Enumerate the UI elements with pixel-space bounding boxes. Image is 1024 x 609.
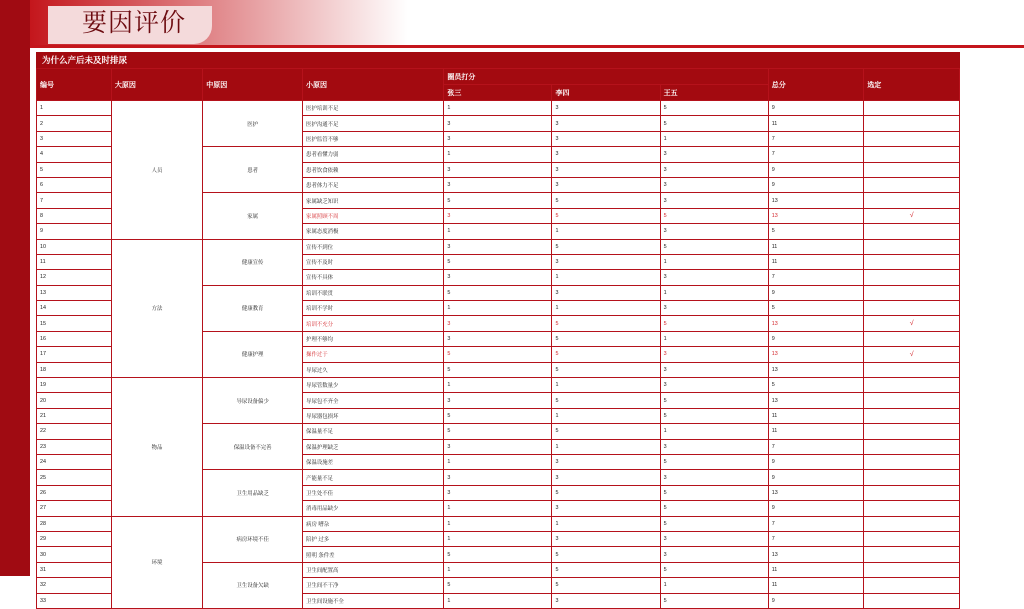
cell-score-2: 3: [552, 101, 660, 116]
cell-total: 7: [768, 147, 864, 162]
cell-selected: [864, 393, 960, 408]
cell-num: 10: [37, 239, 112, 254]
cell-small-cause: 家属态度消极: [303, 224, 444, 239]
cell-score-1: 3: [444, 331, 552, 346]
table-body: [37, 101, 960, 609]
cell-selected: [864, 562, 960, 577]
cell-num: 8: [37, 208, 112, 223]
cell-score-1: 3: [444, 439, 552, 454]
cell-total: 5: [768, 224, 864, 239]
cell-selected: [864, 101, 960, 116]
cell-total: 13: [768, 193, 864, 208]
cell-mid-cause: 病房环境不佳: [203, 516, 303, 562]
cell-score-1: 1: [444, 501, 552, 516]
cell-score-3: 5: [660, 316, 768, 331]
cell-total: 9: [768, 177, 864, 192]
cell-score-2: 3: [552, 131, 660, 146]
cell-score-2: 5: [552, 316, 660, 331]
cell-small-cause: 宣传不到位: [303, 239, 444, 254]
col-header-scorer-2: 李四: [552, 85, 660, 101]
cell-selected: √: [864, 208, 960, 223]
cell-total: 5: [768, 378, 864, 393]
cell-num: 28: [37, 516, 112, 531]
cell-total: 13: [768, 347, 864, 362]
cell-num: 27: [37, 501, 112, 516]
cell-selected: [864, 131, 960, 146]
cell-score-2: 5: [552, 424, 660, 439]
cell-big-cause: 环境: [111, 516, 202, 608]
cell-selected: [864, 578, 960, 593]
cell-selected: [864, 162, 960, 177]
cell-small-cause: 患者饮食依赖: [303, 162, 444, 177]
cell-selected: √: [864, 316, 960, 331]
cell-total: 11: [768, 424, 864, 439]
cell-total: 9: [768, 285, 864, 300]
cell-score-3: 3: [660, 193, 768, 208]
cell-selected: [864, 439, 960, 454]
cell-total: 7: [768, 531, 864, 546]
cell-mid-cause: 卫生用品缺乏: [203, 470, 303, 516]
cell-score-3: 1: [660, 331, 768, 346]
cell-score-2: 3: [552, 254, 660, 269]
cell-selected: [864, 239, 960, 254]
cell-score-3: 3: [660, 162, 768, 177]
cell-num: 23: [37, 439, 112, 454]
cell-score-2: 3: [552, 531, 660, 546]
cell-total: 9: [768, 501, 864, 516]
cell-selected: [864, 285, 960, 300]
cell-small-cause: 保温量不足: [303, 424, 444, 439]
cell-score-3: 1: [660, 131, 768, 146]
cell-small-cause: 导尿管数量少: [303, 378, 444, 393]
cell-total: 13: [768, 485, 864, 500]
col-header-small-cause: 小原因: [303, 69, 444, 101]
cell-score-2: 3: [552, 470, 660, 485]
table-row: [37, 516, 960, 531]
cell-score-3: 3: [660, 547, 768, 562]
cell-selected: [864, 116, 960, 131]
cell-small-cause: 患者看懂力弱: [303, 147, 444, 162]
cell-small-cause: 病房 嘈杂: [303, 516, 444, 531]
cell-score-3: 5: [660, 593, 768, 608]
cell-score-2: 5: [552, 485, 660, 500]
cell-score-3: 5: [660, 101, 768, 116]
cell-score-1: 3: [444, 239, 552, 254]
cell-total: 13: [768, 547, 864, 562]
cell-score-3: 5: [660, 516, 768, 531]
cell-score-1: 1: [444, 147, 552, 162]
table-head-row-1: [37, 69, 960, 85]
cell-num: 24: [37, 454, 112, 469]
col-header-big-cause: 大原因: [111, 69, 202, 101]
cell-score-3: 1: [660, 285, 768, 300]
cell-score-3: 5: [660, 116, 768, 131]
cell-total: 11: [768, 239, 864, 254]
cell-score-2: 1: [552, 301, 660, 316]
cell-score-2: 3: [552, 177, 660, 192]
cell-score-1: 1: [444, 301, 552, 316]
cell-small-cause: 消毒用品缺少: [303, 501, 444, 516]
section-bar-label: 为什么产后未及时排尿: [36, 52, 960, 68]
cell-small-cause: 导尿过久: [303, 362, 444, 377]
cell-num: 1: [37, 101, 112, 116]
table-row: [37, 101, 960, 116]
cell-score-1: 5: [444, 347, 552, 362]
col-header-scoring-group: 圈员打分: [444, 69, 768, 85]
cell-num: 26: [37, 485, 112, 500]
cell-num: 2: [37, 116, 112, 131]
cell-score-2: 1: [552, 516, 660, 531]
cell-num: 14: [37, 301, 112, 316]
cell-score-1: 3: [444, 316, 552, 331]
cell-score-1: 1: [444, 562, 552, 577]
cell-score-3: 5: [660, 501, 768, 516]
cell-score-1: 5: [444, 362, 552, 377]
cell-small-cause: 患者体力不足: [303, 177, 444, 192]
cell-score-1: 1: [444, 516, 552, 531]
cell-selected: [864, 177, 960, 192]
cell-small-cause: 导尿包不齐全: [303, 393, 444, 408]
cell-small-cause: 培训不充分: [303, 316, 444, 331]
cell-selected: [864, 378, 960, 393]
cell-total: 9: [768, 593, 864, 608]
cell-num: 5: [37, 162, 112, 177]
cell-score-2: 1: [552, 378, 660, 393]
cell-num: 21: [37, 408, 112, 423]
cell-score-3: 1: [660, 254, 768, 269]
cell-score-1: 5: [444, 254, 552, 269]
col-header-scorer-1: 张三: [444, 85, 552, 101]
left-accent-band: [0, 0, 30, 576]
cell-score-2: 5: [552, 578, 660, 593]
cell-score-2: 1: [552, 224, 660, 239]
cell-score-3: 1: [660, 424, 768, 439]
cell-small-cause: 卫生间不干净: [303, 578, 444, 593]
cell-score-2: 3: [552, 116, 660, 131]
cell-score-3: 3: [660, 147, 768, 162]
cell-small-cause: 医护沟通不足: [303, 116, 444, 131]
cell-score-1: 5: [444, 408, 552, 423]
cell-score-1: 3: [444, 116, 552, 131]
cell-score-2: 5: [552, 393, 660, 408]
cell-total: 13: [768, 316, 864, 331]
cell-selected: [864, 254, 960, 269]
table-head: [37, 69, 960, 101]
cell-score-2: 5: [552, 547, 660, 562]
cell-small-cause: 家属缺乏知识: [303, 193, 444, 208]
cell-total: 11: [768, 116, 864, 131]
cell-total: 9: [768, 331, 864, 346]
cell-score-3: 3: [660, 347, 768, 362]
cell-mid-cause: 家属: [203, 193, 303, 239]
cell-selected: [864, 454, 960, 469]
cell-score-2: 5: [552, 193, 660, 208]
cell-small-cause: 卫生间配置高: [303, 562, 444, 577]
cell-small-cause: 培训不联贯: [303, 285, 444, 300]
cell-num: 33: [37, 593, 112, 608]
cell-score-2: 1: [552, 439, 660, 454]
cell-num: 17: [37, 347, 112, 362]
cell-num: 13: [37, 285, 112, 300]
cell-selected: [864, 331, 960, 346]
cell-num: 16: [37, 331, 112, 346]
page-title: 要因评价: [82, 9, 187, 37]
cell-score-1: 3: [444, 470, 552, 485]
cell-small-cause: 保温护理缺乏: [303, 439, 444, 454]
cell-score-2: 3: [552, 593, 660, 608]
cell-score-3: 3: [660, 224, 768, 239]
cell-selected: [864, 270, 960, 285]
cell-total: 11: [768, 578, 864, 593]
cell-selected: [864, 531, 960, 546]
cell-total: 13: [768, 362, 864, 377]
cell-score-3: 3: [660, 531, 768, 546]
cell-score-3: 3: [660, 301, 768, 316]
cell-score-3: 3: [660, 378, 768, 393]
cell-selected: [864, 516, 960, 531]
cell-score-3: 5: [660, 454, 768, 469]
cell-score-1: 1: [444, 593, 552, 608]
cell-total: 11: [768, 562, 864, 577]
cell-score-2: 1: [552, 408, 660, 423]
cell-total: 11: [768, 408, 864, 423]
cell-score-2: 5: [552, 239, 660, 254]
cell-selected: [864, 593, 960, 608]
cell-mid-cause: 健康教育: [203, 285, 303, 331]
cell-selected: [864, 193, 960, 208]
cell-num: 4: [37, 147, 112, 162]
cell-score-1: 5: [444, 547, 552, 562]
cell-num: 29: [37, 531, 112, 546]
cell-small-cause: 医护培训不足: [303, 101, 444, 116]
evaluation-table: [36, 68, 960, 609]
cell-num: 11: [37, 254, 112, 269]
cell-num: 7: [37, 193, 112, 208]
cell-selected: [864, 147, 960, 162]
cell-total: 9: [768, 101, 864, 116]
cell-score-2: 5: [552, 208, 660, 223]
cell-big-cause: 人员: [111, 101, 202, 240]
cell-score-1: 1: [444, 224, 552, 239]
cell-total: 9: [768, 454, 864, 469]
cell-small-cause: 保温设施差: [303, 454, 444, 469]
cell-small-cause: 卫生间设施不全: [303, 593, 444, 608]
cell-score-2: 3: [552, 501, 660, 516]
cell-selected: [864, 224, 960, 239]
cell-score-2: 5: [552, 562, 660, 577]
cell-score-1: 5: [444, 193, 552, 208]
cell-total: 9: [768, 470, 864, 485]
cell-total: 13: [768, 208, 864, 223]
cell-score-1: 3: [444, 270, 552, 285]
cell-small-cause: 产能量不足: [303, 470, 444, 485]
cell-num: 9: [37, 224, 112, 239]
cell-num: 19: [37, 378, 112, 393]
cell-selected: [864, 408, 960, 423]
cell-total: 7: [768, 131, 864, 146]
cell-small-cause: 医护监管不够: [303, 131, 444, 146]
cell-score-1: 5: [444, 285, 552, 300]
cell-total: 7: [768, 439, 864, 454]
cell-selected: √: [864, 347, 960, 362]
cell-num: 3: [37, 131, 112, 146]
cell-score-1: 5: [444, 578, 552, 593]
cell-mid-cause: 患者: [203, 147, 303, 193]
cell-score-1: 3: [444, 485, 552, 500]
table-row: [37, 239, 960, 254]
cell-small-cause: 宣传不及时: [303, 254, 444, 269]
cell-big-cause: 物品: [111, 378, 202, 517]
cell-num: 20: [37, 393, 112, 408]
cell-score-3: 3: [660, 470, 768, 485]
cell-selected: [864, 470, 960, 485]
cell-total: 7: [768, 516, 864, 531]
slide-header: [30, 0, 1024, 46]
cell-score-3: 5: [660, 208, 768, 223]
cell-score-3: 5: [660, 562, 768, 577]
cell-score-1: 1: [444, 378, 552, 393]
cell-mid-cause: 医护: [203, 101, 303, 147]
cell-score-3: 5: [660, 485, 768, 500]
cell-score-3: 3: [660, 439, 768, 454]
cell-num: 6: [37, 177, 112, 192]
cell-small-cause: 导尿器包损坏: [303, 408, 444, 423]
cell-selected: [864, 301, 960, 316]
cell-small-cause: 照明 条件差: [303, 547, 444, 562]
cell-total: 11: [768, 254, 864, 269]
col-header-total: 总分: [768, 69, 864, 101]
cell-score-3: 3: [660, 177, 768, 192]
cell-score-1: 1: [444, 454, 552, 469]
cell-num: 12: [37, 270, 112, 285]
cell-selected: [864, 485, 960, 500]
cell-big-cause: 方法: [111, 239, 202, 378]
cell-score-2: 3: [552, 162, 660, 177]
cell-total: 13: [768, 393, 864, 408]
cell-score-1: 3: [444, 162, 552, 177]
cell-score-2: 3: [552, 454, 660, 469]
cell-small-cause: 宣传不具体: [303, 270, 444, 285]
cell-score-1: 3: [444, 208, 552, 223]
cell-small-cause: 陪护 过多: [303, 531, 444, 546]
cell-score-3: 5: [660, 239, 768, 254]
cell-num: 32: [37, 578, 112, 593]
cell-small-cause: 家属照顾不周: [303, 208, 444, 223]
cell-selected: [864, 362, 960, 377]
cell-score-1: 1: [444, 531, 552, 546]
cell-mid-cause: 导尿设备偏少: [203, 378, 303, 424]
table-row: [37, 378, 960, 393]
col-header-mid-cause: 中原因: [203, 69, 303, 101]
cell-score-1: 5: [444, 424, 552, 439]
cell-mid-cause: 健康护理: [203, 331, 303, 377]
cell-mid-cause: 卫生设备欠缺: [203, 562, 303, 608]
col-header-num: 编号: [37, 69, 112, 101]
cell-total: 9: [768, 162, 864, 177]
cell-num: 25: [37, 470, 112, 485]
cell-mid-cause: 健康宣传: [203, 239, 303, 285]
cell-score-2: 3: [552, 285, 660, 300]
cell-score-2: 3: [552, 147, 660, 162]
evaluation-table-wrapper: [36, 68, 966, 609]
cell-score-3: 3: [660, 270, 768, 285]
cell-selected: [864, 547, 960, 562]
cell-score-1: 3: [444, 393, 552, 408]
cell-score-2: 5: [552, 362, 660, 377]
cell-score-2: 1: [552, 270, 660, 285]
cell-num: 18: [37, 362, 112, 377]
col-header-selected: 选定: [864, 69, 960, 101]
header-divider: [30, 45, 1024, 48]
cell-selected: [864, 424, 960, 439]
cell-small-cause: 培训不学时: [303, 301, 444, 316]
cell-score-3: 5: [660, 408, 768, 423]
cell-num: 31: [37, 562, 112, 577]
cell-score-2: 5: [552, 347, 660, 362]
cell-score-2: 5: [552, 331, 660, 346]
cell-score-1: 3: [444, 177, 552, 192]
cell-score-1: 1: [444, 101, 552, 116]
cell-selected: [864, 501, 960, 516]
cell-total: 5: [768, 301, 864, 316]
col-header-scorer-3: 王五: [660, 85, 768, 101]
cell-total: 7: [768, 270, 864, 285]
cell-score-1: 3: [444, 131, 552, 146]
cell-small-cause: 操作过于: [303, 347, 444, 362]
cell-num: 30: [37, 547, 112, 562]
cell-score-3: 3: [660, 362, 768, 377]
cell-small-cause: 护理不够均: [303, 331, 444, 346]
cell-small-cause: 卫生处不佳: [303, 485, 444, 500]
cell-num: 15: [37, 316, 112, 331]
cell-mid-cause: 保温设备不完善: [203, 424, 303, 470]
cell-score-3: 5: [660, 393, 768, 408]
cell-num: 22: [37, 424, 112, 439]
cell-score-3: 1: [660, 578, 768, 593]
